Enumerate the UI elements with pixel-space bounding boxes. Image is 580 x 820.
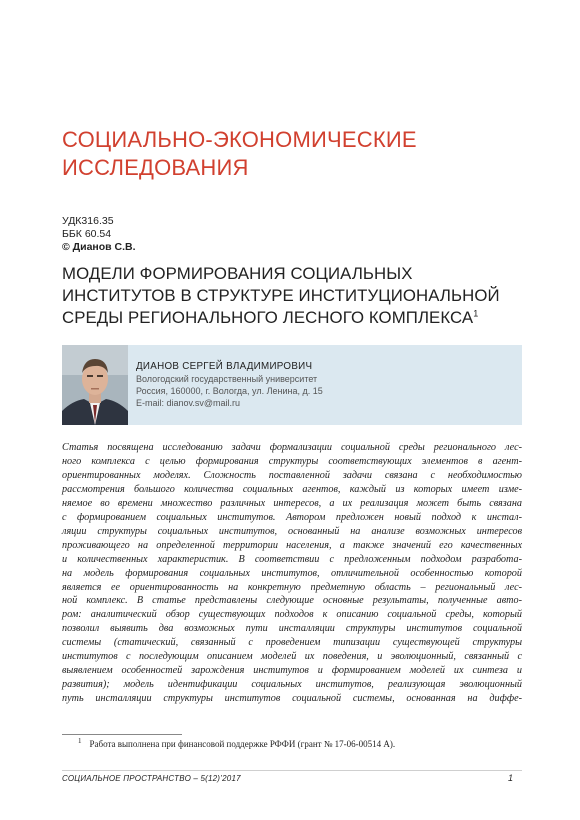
abstract-line: системы (статический, связанный с проведением типизации существующей структуры	[62, 637, 522, 649]
author-photo	[62, 345, 128, 425]
abstract-line: проживающего на определенной территории населения, а также значений его качественных	[62, 539, 522, 551]
abstract-line: Статья посвящена исследованию задачи формализации социальной среды регионального лес-	[62, 442, 522, 453]
author-address: Россия, 160000, г. Вологда, ул. Ленина, д. 15	[136, 386, 323, 396]
article-title-line-1: МОДЕЛИ ФОРМИРОВАНИЯ СОЦИАЛЬНЫХ	[62, 264, 413, 283]
abstract-line: на модель формирования социальных институтов, отличительной особенностью которой	[62, 567, 522, 579]
footnote	[78, 737, 395, 749]
author-info	[136, 361, 323, 409]
article-title-line-3-text: СРЕДЫ РЕГИОНАЛЬНОГО ЛЕСНОГО КОМПЛЕКСА	[62, 308, 474, 327]
section-title-line-2: ИССЛЕДОВАНИЯ	[62, 155, 249, 180]
abstract-line: ной комплекс. В статье представлены следующие основные результаты, полученные авто-	[62, 595, 522, 607]
abstract-line: няемое во времени множество различных интересов, а их реализация может быть связана	[62, 497, 522, 509]
udc-code: УДК316.35	[62, 215, 114, 227]
abstract-line: ориентированных моделях. Сложность поставленной задачи связана с необходимостью	[62, 469, 522, 481]
abstract-line: институтов с последующим описанием моделей их поведения, и эволюционный, связанный с	[62, 651, 522, 663]
author-email[interactable]: E-mail: dianov.sv@mail.ru	[136, 398, 240, 408]
page-number: 1	[508, 773, 514, 783]
abstract-line: развития); модель идентификации социальных институтов, реализующая эволюционный	[62, 679, 522, 691]
copyright: © Дианов С.В.	[62, 241, 136, 253]
footer-rule	[62, 770, 522, 771]
author-portrait-icon	[62, 345, 128, 425]
article-title-line-3	[62, 307, 532, 329]
abstract-line: выявлением особенностей зарождения институтов и формированием моделей их синтеза и	[62, 665, 522, 677]
article-meta	[62, 215, 136, 254]
abstract-line: путь инсталляции структуры институтов социальной системы, основанная на диффе-	[62, 693, 522, 705]
author-university: Вологодский государственный университет	[136, 374, 318, 384]
abstract-line: и количественных характеристик. В соответствии с предложенным подходом разработа-	[62, 553, 522, 565]
abstract-line: ляции структуры социальных институтов, основанный на анализе возможных интересов	[62, 525, 522, 537]
author-name: ДИАНОВ СЕРГЕЙ ВЛАДИМИРОВИЧ	[136, 361, 313, 372]
section-title	[62, 126, 532, 182]
abstract-line: позволил выявить два возможных пути инсталляции структуры институтов социальной	[62, 623, 522, 635]
footnote-text: Работа выполнена при финансовой поддержке РФФИ (грант № 17-06-00514 А).	[89, 739, 396, 749]
footnote-mark: 1	[78, 737, 82, 745]
abstract-line: рассмотрения большого количества социальных агентов, каждый из которых имеет изме-	[62, 483, 522, 495]
article-title-line-2: ИНСТИТУТОВ В СТРУКТУРЕ ИНСТИТУЦИОНАЛЬНОЙ	[62, 286, 500, 305]
abstract-line: является ее ориентированность на конкретную предметную область – региональный лес-	[62, 581, 522, 593]
article-title	[62, 263, 532, 329]
journal-footer: СОЦИАЛЬНОЕ ПРОСТРАНСТВО – 5(12)’2017	[62, 774, 241, 783]
section-title-line-1: СОЦИАЛЬНО-ЭКОНОМИЧЕСКИЕ	[62, 127, 417, 152]
abstract-line: ного комплекса с целью формирования структуры соответствующих элементов в агент-	[62, 455, 522, 467]
abstract	[62, 441, 522, 706]
footnote-rule	[62, 734, 182, 735]
bbk-code: ББК 60.54	[62, 228, 112, 240]
title-footnote-mark[interactable]: 1	[473, 308, 479, 319]
abstract-line: ром: аналитический обзор существующих подходов к описанию социальной среды, который	[62, 609, 522, 621]
abstract-line: с формированием социальных институтов. Автором предложен новый подход к инстал-	[62, 511, 522, 523]
